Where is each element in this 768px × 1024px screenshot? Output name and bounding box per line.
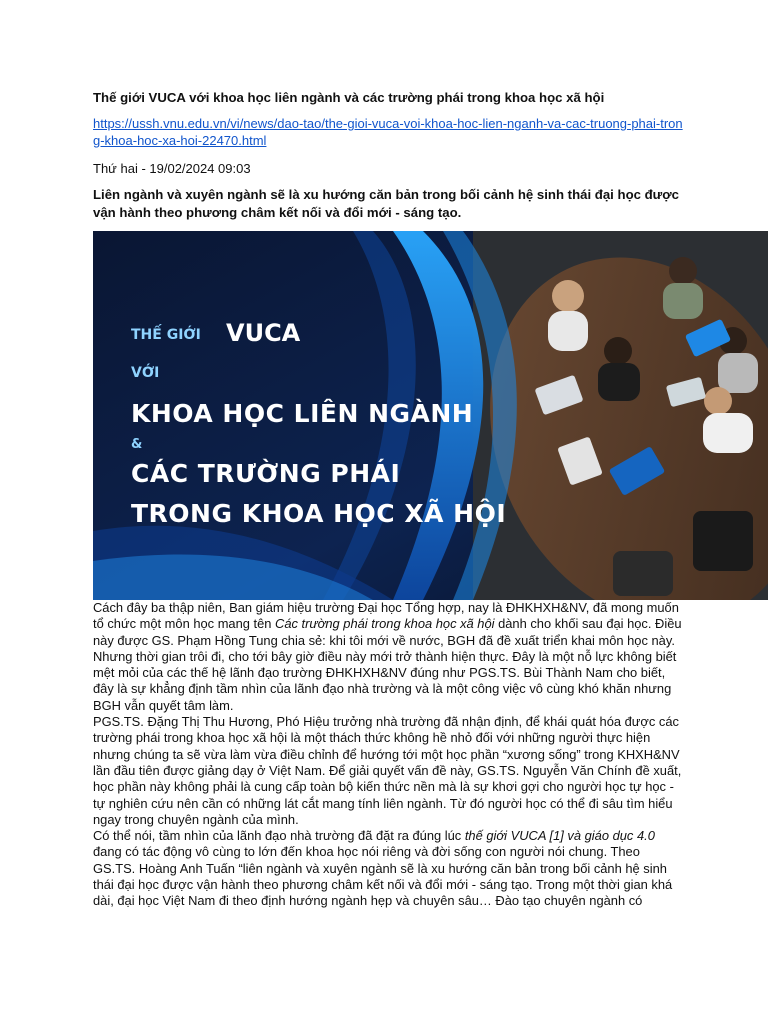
hero-line-voi: VỚI — [131, 365, 160, 381]
hero-line-the-gioi: THẾ GIỚI — [131, 327, 201, 343]
article-url-link[interactable]: https://ussh.vnu.edu.vn/vi/news/dao-tao/the-gioi-vuca-voi-khoa-hoc-lien-nganh-va-cac-truong-phai-trong-khoa-hoc-xa-hoi-22470.html — [93, 116, 683, 148]
hero-line-cac-truong-phai: CÁC TRƯỜNG PHÁI — [131, 459, 401, 488]
body-p1-text-a: Cách đây ba thập niên, Ban giám hiệu trường Đại học Tổng hợp, nay là ĐHKHXH&NV, đã mong muốn tổ chức một môn học mang tên — [93, 600, 679, 632]
body-p3-text-b: đang có tác động vô cùng to lớn đến khoa học nói riêng và đời sống con người nói chung. Theo GS.TS. Hoàng Anh Tuấn “liên ngành và xuyên ngành sẽ là xu hướng căn bản trong bối cảnh hệ sinh thái đại học được vận hành theo phương châm kết nối và đổi mới - sáng tạo. Trong một thời gian khá dài, đại học Việt Nam đi theo định hướng ngành hẹp và chuyên sâu… Đào tạo chuyên ngành có — [93, 844, 673, 909]
article-lead: Liên ngành và xuyên ngành sẽ là xu hướng căn bản trong bối cảnh hệ sinh thái đại học được vận hành theo phương châm kết nối và đổi mới - sáng tạo. — [93, 187, 679, 220]
body-p1-italic: Các trường phái trong khoa học xã hội — [275, 616, 495, 632]
hero-line-vuca: VUCA — [226, 319, 301, 347]
article-date: Thứ hai - 19/02/2024 09:03 — [93, 161, 251, 176]
body-p3-text-a: Có thể nói, tầm nhìn của lãnh đạo nhà trường đã đặt ra đúng lúc — [93, 828, 465, 844]
article-body — [93, 600, 683, 910]
body-p3-italic: thế giới VUCA [1] và giáo dục 4.0 — [464, 828, 655, 844]
hero-line-trong-khoa-hoc-xa-hoi: TRONG KHOA HỌC XÃ HỘI — [131, 499, 507, 528]
body-paragraph-3 — [93, 828, 683, 909]
hero-line-khoa-hoc-lien-nganh: KHOA HỌC LIÊN NGÀNH — [131, 399, 474, 428]
body-paragraph-1 — [93, 600, 683, 714]
hero-banner-image — [93, 231, 768, 600]
hero-ampersand: & — [131, 437, 143, 452]
body-paragraph-2: PGS.TS. Đặng Thị Thu Hương, Phó Hiệu trưởng nhà trường đã nhận định, để khái quát hóa được các trường phái trong khoa học xã hội là một thách thức không hề nhỏ đối với những người thực hiện nhưng chúng ta sẽ vừa làm vừa điều chỉnh để hướng tới một học phần “xương sống” trong KHXH&NV lần đầu tiên được giảng dạy ở Việt Nam. Để giải quyết vấn đề này, GS.TS. Nguyễn Văn Chính đề xuất, học phần này không phải là cung cấp toàn bộ kiến thức nền mà là sự khơi gợi cho người học tự học - tự nghiên cứu nên cần có những lát cắt mang tính liên ngành. Từ đó người học có thể đi sâu tìm hiểu ngay trong chuyên ngành của mình. — [93, 714, 682, 827]
article-title: Thế giới VUCA với khoa học liên ngành và các trường phái trong khoa học xã hội — [93, 90, 605, 105]
body-p1-text-b: dành cho khối sau đại học. Điều này được GS. Phạm Hồng Tung chia sẻ: khi tôi mới về nước, BGH đã đề xuất triển khai môn học này. Nhưng thời gian trôi đi, cho tới bây giờ điều này mới trở thành hiện thực. Đây là một nỗ lực không biết mệt mỏi của các thế hệ lãnh đạo trường ĐHKHXH&NV đúng như PGS.TS. Bùi Thành Nam cho biết, đây là sự khẳng định tầm nhìn của lãnh đạo nhà trường và là một công việc vô cùng khó khăn nhưng BGH vẫn quyết tâm làm. — [93, 616, 682, 713]
